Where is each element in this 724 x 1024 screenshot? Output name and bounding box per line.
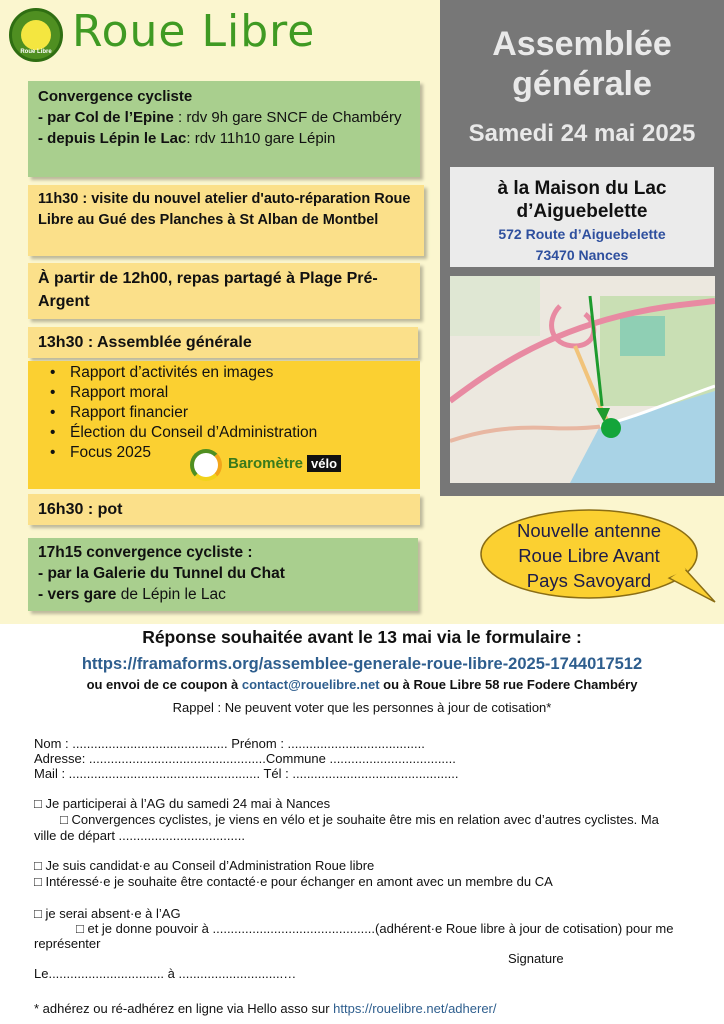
bicycle-icon bbox=[21, 20, 51, 50]
route-epine-label: - par Col de l’Epine bbox=[38, 109, 174, 126]
event-date: Samedi 24 mai 2025 bbox=[468, 120, 696, 147]
bubble-line3: Pays Savoyard bbox=[526, 570, 652, 591]
new-branch-bubble bbox=[479, 508, 719, 608]
route-lepin-detail: : rdv 11h10 gare Lépin bbox=[186, 130, 336, 147]
mail-field[interactable]: Mail : ..................................................... Tél : .............................................. bbox=[34, 766, 459, 781]
logo-text: Roue Libre bbox=[20, 49, 52, 55]
visit-box: 11h30 : visite du nouvel atelier d'auto-réparation Roue Libre au Gué des Planches à St Alban de Montbel bbox=[28, 185, 424, 256]
barometre-word: Baromètre bbox=[228, 455, 304, 472]
brand-title: Roue Libre bbox=[72, 6, 316, 57]
proxy-continuation: représenter bbox=[34, 936, 101, 951]
contact-email-link[interactable]: contact@rouelibre.net bbox=[241, 677, 380, 692]
form-link[interactable]: https://framaforms.org/assemblee-generale-roue-libre-2025-1744017512 bbox=[81, 655, 643, 673]
bubble-line1: Nouvelle antenne bbox=[517, 520, 661, 541]
response-heading: Réponse souhaitée avant le 13 mai via le formulaire : bbox=[142, 627, 582, 647]
departure-city-field[interactable]: ville de départ ................................... bbox=[34, 828, 245, 843]
candidate-checkbox[interactable]: □ Je suis candidat·e au Conseil d’Administration Roue libre bbox=[34, 858, 375, 873]
location-map bbox=[450, 276, 715, 483]
route-gare-label: - vers gare bbox=[38, 586, 117, 603]
date-place-field[interactable]: Le................................ à .............................… bbox=[34, 966, 297, 981]
agenda-item: • Rapport financier bbox=[70, 403, 410, 423]
convergence-morning-box bbox=[28, 81, 420, 177]
agenda-item: • Focus 2025 bbox=[70, 443, 410, 463]
convergence-checkbox[interactable]: □ Convergences cyclistes, je viens en vélo et je souhaite être mis en relation avec d’autres cyclistes. Ma bbox=[60, 812, 659, 827]
proxy-checkbox[interactable]: □ et je donne pouvoir à .............................................(adhérent·e Roue libre à jour de cotisation) pour me bbox=[76, 921, 674, 936]
barometre-velo-logo bbox=[188, 448, 360, 482]
adresse-field[interactable]: Adresse: .................................................Commune ................................... bbox=[34, 751, 456, 766]
route-epine-detail: : rdv 9h gare SNCF de Chambéry bbox=[173, 109, 402, 126]
attend-checkbox[interactable]: □ Je participerai à l’AG du samedi 24 mai à Nances bbox=[34, 796, 331, 811]
nom-field[interactable]: Nom : ........................................... Prénom : ...................................... bbox=[34, 736, 425, 751]
reminder-text: Rappel : Ne peuvent voter que les personnes à jour de cotisation* bbox=[172, 700, 552, 715]
bubble-line2: Roue Libre Avant bbox=[518, 545, 660, 566]
convergence-evening-title: 17h15 convergence cycliste : bbox=[38, 544, 253, 561]
footnote bbox=[34, 1001, 497, 1017]
absent-checkbox[interactable]: □ je serai absent·e à l’AG bbox=[34, 906, 181, 921]
convergence-title: Convergence cycliste bbox=[38, 88, 193, 105]
route-tunnel-label: - par la Galerie du Tunnel du Chat bbox=[38, 565, 285, 582]
roue-libre-logo bbox=[9, 8, 63, 62]
agenda-item: • Élection du Conseil d’Administration bbox=[70, 423, 410, 443]
ag-title-box: 13h30 : Assemblée générale bbox=[28, 327, 418, 358]
address-city: 73470 Nances bbox=[535, 247, 629, 263]
place-line2: d’Aiguebelette bbox=[516, 201, 648, 222]
meal-box: À partir de 12h00, repas partagé à Plage Pré-Argent bbox=[28, 263, 420, 319]
pot-box: 16h30 : pot bbox=[28, 494, 420, 525]
coupon-line bbox=[0, 677, 724, 692]
agenda-item: • Rapport moral bbox=[70, 383, 410, 403]
gauge-icon bbox=[190, 449, 222, 481]
footnote-text: * adhérez ou ré-adhérez en ligne via Hello asso sur bbox=[34, 1001, 334, 1016]
membership-link[interactable]: https://rouelibre.net/adherer/ bbox=[333, 1001, 497, 1016]
route-gare-detail: de Lépin le Lac bbox=[116, 586, 226, 603]
interested-checkbox[interactable]: □ Intéressé·e je souhaite être contacté·e pour échanger en amont avec un membre du CA bbox=[34, 874, 553, 889]
location-marker-icon bbox=[601, 418, 621, 438]
event-location-box bbox=[450, 167, 714, 267]
velo-tag: vélo bbox=[307, 455, 341, 472]
agenda-item: • Rapport d’activités en images bbox=[70, 363, 410, 383]
event-title-line2: générale bbox=[512, 65, 652, 103]
place-line1: à la Maison du Lac bbox=[497, 178, 667, 199]
signature-label: Signature bbox=[508, 951, 564, 966]
event-title-line1: Assemblée bbox=[492, 25, 672, 63]
address-street: 572 Route d’Aiguebelette bbox=[498, 226, 666, 242]
event-title bbox=[440, 24, 724, 104]
route-lepin-label: - depuis Lépin le Lac bbox=[38, 130, 187, 147]
coupon-text-b: ou à Roue Libre 58 rue Fodere Chambéry bbox=[379, 677, 638, 692]
coupon-text-a: ou envoi de ce coupon à bbox=[86, 677, 242, 692]
convergence-evening-box bbox=[28, 538, 418, 611]
